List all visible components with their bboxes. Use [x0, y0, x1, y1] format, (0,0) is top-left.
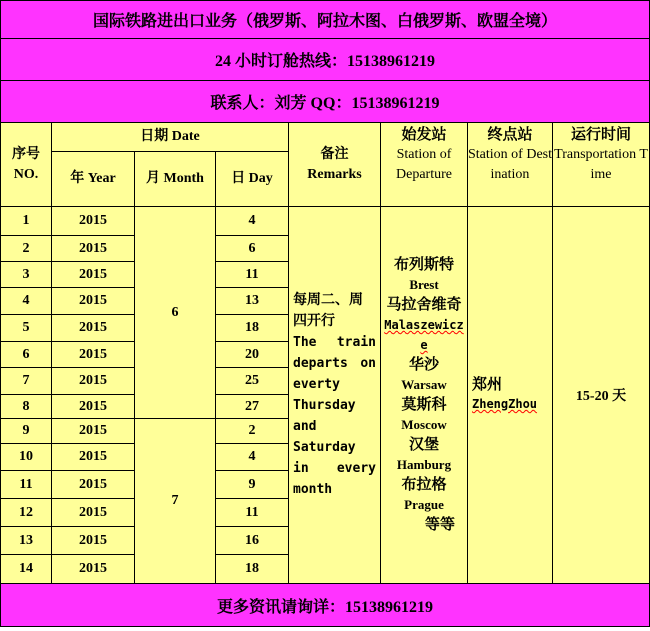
- header-departure-cn: 始发站: [401, 127, 447, 143]
- header-no-cn: 序号: [12, 146, 40, 162]
- station-cn: 布列斯特: [393, 257, 454, 273]
- header-remarks: [289, 123, 381, 207]
- row-no: 6: [1, 342, 52, 368]
- row-no: 9: [1, 419, 52, 444]
- header-transport: [553, 123, 650, 207]
- footer-banner: 更多资讯请询详：15138961219: [1, 584, 650, 627]
- row-year: 2015: [52, 527, 135, 555]
- row-year: 2015: [52, 444, 135, 471]
- header-departure-en: Station of Departure: [396, 147, 452, 182]
- header-no: [1, 123, 52, 207]
- row-year: 2015: [52, 419, 135, 444]
- row-year: 2015: [52, 368, 135, 395]
- header-destination: [468, 123, 553, 207]
- station-en: Malaszewicze: [384, 318, 464, 352]
- row-year: 2015: [52, 262, 135, 288]
- header-year: 年 Year: [52, 152, 135, 207]
- row-day: 27: [216, 395, 289, 419]
- row-no: 7: [1, 368, 52, 395]
- header-transport-cn: 运行时间: [571, 127, 632, 143]
- remarks-cn: 每周二、周四开行: [293, 293, 363, 329]
- header-remarks-en: Remarks: [307, 166, 362, 182]
- station-cn: 马拉舍维奇: [386, 297, 462, 313]
- header-destination-cn: 终点站: [487, 127, 533, 143]
- transport-time: 15-20 天: [553, 207, 650, 584]
- month-cell: 7: [135, 419, 216, 584]
- row-day: 20: [216, 342, 289, 368]
- row-year: 2015: [52, 236, 135, 262]
- row-day: 25: [216, 368, 289, 395]
- destination-en: ZhengZhou: [472, 397, 538, 411]
- header-month: 月 Month: [135, 152, 216, 207]
- row-day: 6: [216, 236, 289, 262]
- header-transport-en: Transportation Time: [554, 147, 648, 182]
- station-cn: 布拉格: [401, 477, 447, 493]
- row-year: 2015: [52, 555, 135, 584]
- station-en: Moscow: [401, 417, 447, 432]
- station-en: Prague: [404, 497, 444, 512]
- header-date: 日期 Date: [52, 123, 289, 152]
- row-no: 14: [1, 555, 52, 584]
- destination-cn: 郑州: [472, 377, 503, 393]
- row-no: 2: [1, 236, 52, 262]
- row-no: 8: [1, 395, 52, 419]
- row-no: 4: [1, 288, 52, 315]
- station-cn: 华沙: [408, 357, 439, 373]
- station-cn: 莫斯科: [401, 397, 447, 413]
- row-day: 11: [216, 499, 289, 527]
- row-day: 16: [216, 527, 289, 555]
- station-en: Brest: [409, 277, 439, 292]
- row-day: 13: [216, 288, 289, 315]
- month-cell: 6: [135, 207, 216, 419]
- row-no: 12: [1, 499, 52, 527]
- header-day: 日 Day: [216, 152, 289, 207]
- station-en: Hamburg: [396, 457, 452, 472]
- destination-cell: [468, 207, 553, 584]
- station-cn: 汉堡: [408, 437, 439, 453]
- row-day: 11: [216, 262, 289, 288]
- row-day: 4: [216, 207, 289, 236]
- row-day: 18: [216, 315, 289, 342]
- row-year: 2015: [52, 207, 135, 236]
- station-cn: 等等: [424, 517, 455, 533]
- remarks-en: The train departs on everty Thursday and Saturday in every month: [293, 335, 376, 497]
- row-day: 9: [216, 471, 289, 499]
- row-day: 2: [216, 419, 289, 444]
- row-no: 5: [1, 315, 52, 342]
- title-banner: 国际铁路进出口业务（俄罗斯、阿拉木图、白俄罗斯、欧盟全境）: [1, 1, 650, 39]
- contact-banner: 联系人：刘芳 QQ：15138961219: [1, 81, 650, 123]
- row-no: 11: [1, 471, 52, 499]
- row-year: 2015: [52, 499, 135, 527]
- row-no: 3: [1, 262, 52, 288]
- row-day: 18: [216, 555, 289, 584]
- header-remarks-cn: 备注: [320, 146, 349, 162]
- header-departure: [381, 123, 468, 207]
- hotline-banner: 24 小时订舱热线：15138961219: [1, 39, 650, 81]
- station-en: Warsaw: [401, 377, 447, 392]
- row-year: 2015: [52, 471, 135, 499]
- row-no: 13: [1, 527, 52, 555]
- header-destination-en: Station of Destination: [468, 147, 552, 182]
- header-no-en: NO.: [13, 166, 39, 182]
- row-year: 2015: [52, 288, 135, 315]
- row-no: 1: [1, 207, 52, 236]
- departure-stations: [381, 207, 468, 584]
- row-year: 2015: [52, 342, 135, 368]
- row-day: 4: [216, 444, 289, 471]
- remarks-cell: [289, 207, 381, 584]
- row-year: 2015: [52, 395, 135, 419]
- row-no: 10: [1, 444, 52, 471]
- row-year: 2015: [52, 315, 135, 342]
